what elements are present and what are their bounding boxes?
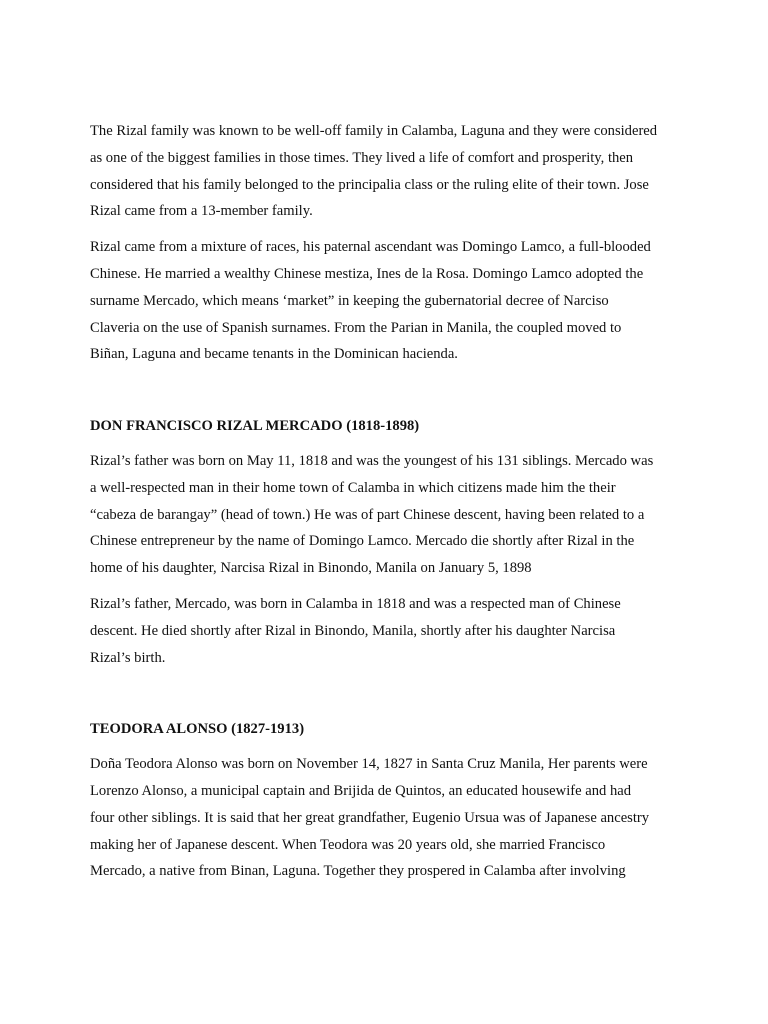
text-line: four other siblings. It is said that her great grandfather, Eugenio Ursua was of Japanese ancestry <box>90 809 650 826</box>
text-line: surname Mercado, which means ‘market” in keeping the gubernatorial decree of Narciso <box>90 292 609 309</box>
text-line: Mercado, a native from Binan, Laguna. Together they prospered in Calamba after involving <box>90 863 626 880</box>
text-line: Doña Teodora Alonso was born on November 14, 1827 in Santa Cruz Manila, Her parents were <box>90 756 648 773</box>
father-section-heading: DON FRANCISCO RIZAL MERCADO (1818-1898) <box>90 418 420 435</box>
text-line: Biñan, Laguna and became tenants in the Dominican hacienda. <box>90 346 458 363</box>
father-paragraph-1 <box>90 448 678 582</box>
text-line: descent. He died shortly after Rizal in Binondo, Manila, shortly after his daughter Narcisa <box>90 622 616 639</box>
father-paragraph-2 <box>90 591 678 671</box>
mother-section-heading: TEODORA ALONSO (1827-1913) <box>90 721 305 738</box>
document-body <box>90 118 678 894</box>
text-line: Rizal’s father, Mercado, was born in Calamba in 1818 and was a respected man of Chinese <box>90 595 621 612</box>
section-spacer <box>90 680 678 716</box>
text-line: The Rizal family was known to be well-off family in Calamba, Laguna and they were considered <box>90 123 658 139</box>
text-line: Claveria on the use of Spanish surnames. From the Parian in Manila, the coupled moved to <box>90 319 622 336</box>
text-line: home of his daughter, Narcisa Rizal in Binondo, Manila on January 5, 1898 <box>90 560 532 577</box>
mother-paragraph-1 <box>90 751 678 885</box>
text-line: Rizal’s birth. <box>90 649 166 666</box>
text-line: Lorenzo Alonso, a municipal captain and Brijida de Quintos, an educated housewife and had <box>90 782 632 799</box>
intro-paragraph-1 <box>90 118 678 225</box>
text-line: Chinese entrepreneur by the name of Domingo Lamco. Mercado die shortly after Rizal in the <box>90 533 635 550</box>
text-line: a well-respected man in their home town of Calamba in which citizens made him the their <box>90 479 616 496</box>
text-line: Rizal came from a 13-member family. <box>90 203 313 220</box>
text-line: as one of the biggest families in those times. They lived a life of comfort and prosperity, then <box>90 149 634 166</box>
section-spacer <box>90 377 678 413</box>
text-line: Chinese. He married a wealthy Chinese mestiza, Ines de la Rosa. Domingo Lamco adopted the <box>90 265 644 282</box>
intro-paragraph-2 <box>90 234 678 368</box>
text-line: considered that his family belonged to the principalia class or the ruling elite of their town. Jose <box>90 176 649 193</box>
text-line: Rizal came from a mixture of races, his paternal ascendant was Domingo Lamco, a full-blooded <box>90 239 651 256</box>
text-line: Rizal’s father was born on May 11, 1818 and was the youngest of his 131 siblings. Mercado was <box>90 452 654 469</box>
text-line: making her of Japanese descent. When Teodora was 20 years old, she married Francisco <box>90 836 606 853</box>
text-line: “cabeza de barangay” (head of town.) He was of part Chinese descent, having been related to a <box>90 506 645 523</box>
